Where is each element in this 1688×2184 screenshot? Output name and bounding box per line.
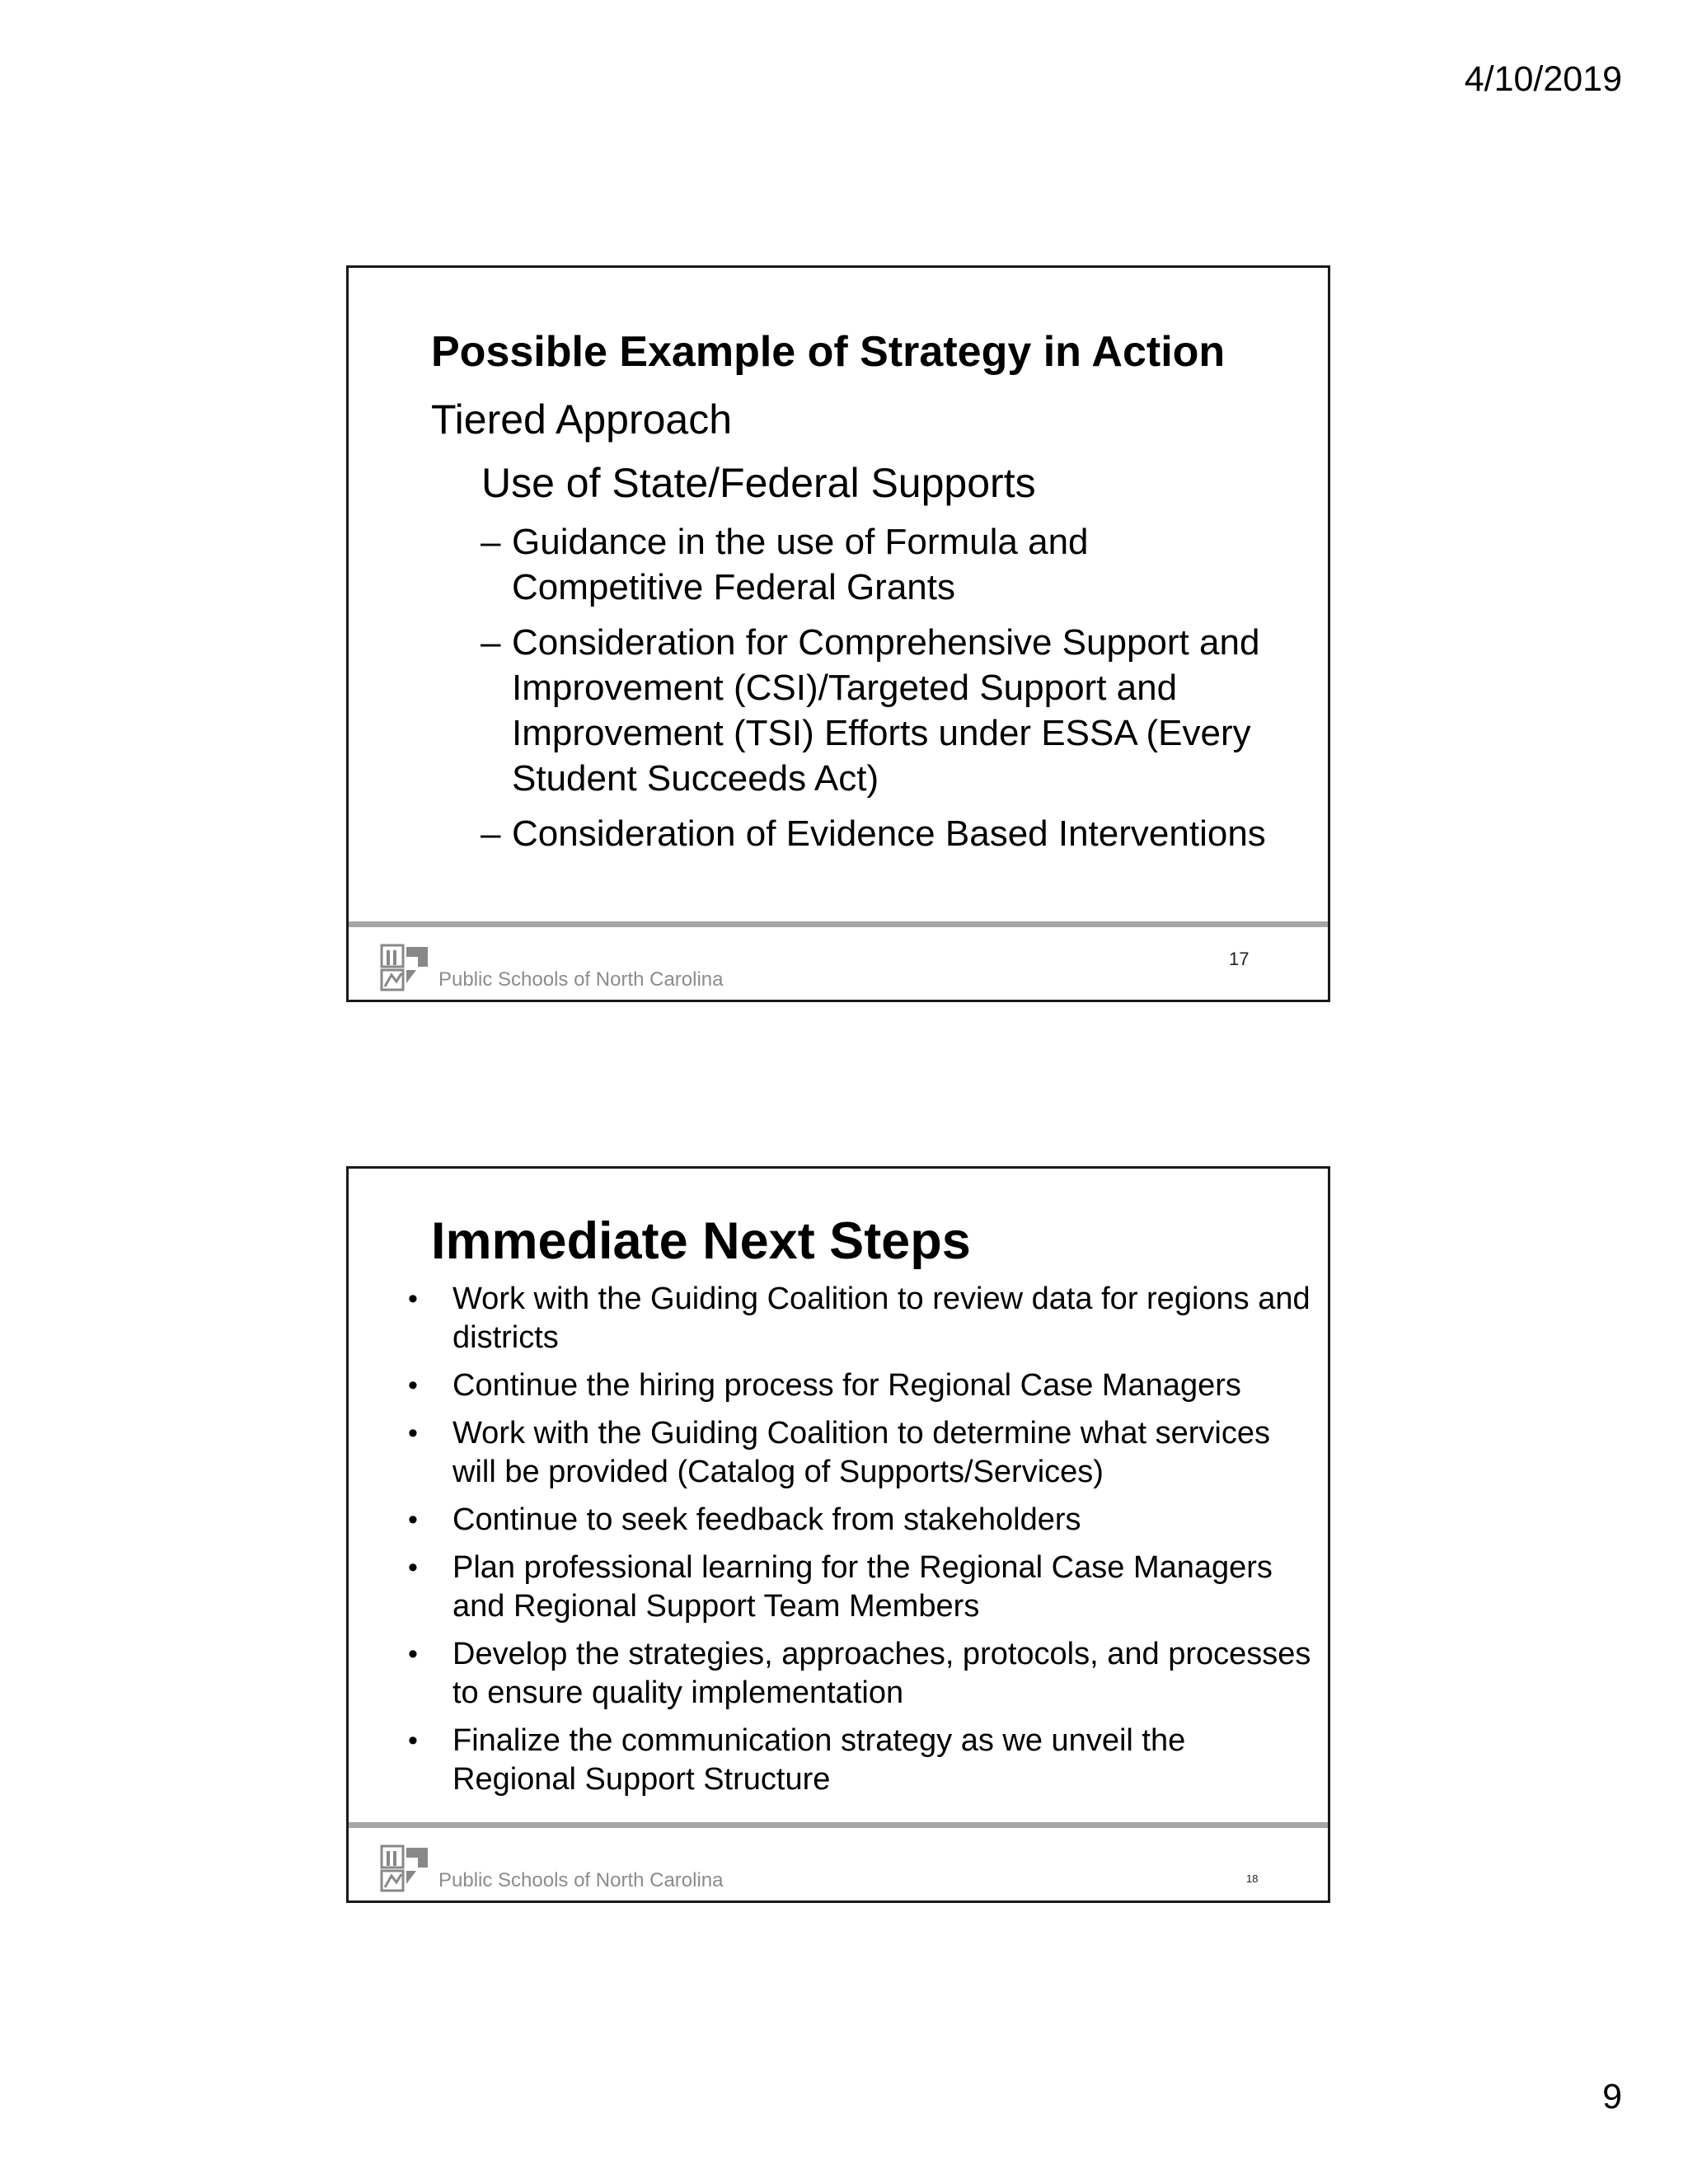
slide-17 [346,265,1330,1002]
list-item [408,1366,1315,1405]
slide-number: 17 [1229,949,1250,969]
list-item-text: Finalize the communication strategy as we unveil the Regional Support Structure [452,1723,1186,1797]
list-item-text: Continue to seek feedback from stakeholders [452,1502,1081,1537]
list-item-text: Work with the Guiding Coalition to determine what services will be provided (Catalog of Supports/Services) [452,1416,1270,1489]
dash-marker: – [481,622,501,663]
page-date: 4/10/2019 [1464,59,1622,99]
bullet-list [481,519,1272,866]
slide-title: Immediate Next Steps [431,1212,971,1270]
list-item [408,1635,1315,1713]
slide-footer [349,927,1328,1000]
list-item-text: Work with the Guiding Coalition to review data for regions and districts [452,1282,1311,1355]
slide-subheading: Use of State/Federal Supports [481,460,1036,506]
dash-marker: – [481,813,501,854]
footer-org-name: Public Schools of North Carolina [438,1869,724,1891]
slide-footer [349,1828,1328,1900]
list-item-text: Develop the strategies, approaches, protocols, and processes to ensure quality implementation [452,1637,1311,1710]
bullet-marker: • [408,1725,418,1756]
bullet-list [408,1280,1315,1808]
list-item [481,519,1272,610]
list-item-text: Guidance in the use of Formula and Competitive Federal Grants [512,522,1089,607]
slide-subtitle: Tiered Approach [431,396,733,443]
slide-body [349,268,1328,926]
slide-title: Possible Example of Strategy in Action [431,328,1226,376]
bullet-marker: • [408,1552,418,1583]
slide-number: 18 [1246,1872,1259,1885]
list-item [408,1722,1315,1799]
slide-18 [346,1166,1330,1903]
list-item [481,811,1272,856]
bullet-marker: • [408,1370,418,1401]
list-item-text: Continue the hiring process for Regional Case Managers [452,1368,1241,1403]
dash-marker: – [481,522,501,562]
list-item [408,1501,1315,1540]
slide-body [349,1169,1328,1826]
list-item-text: Consideration of Evidence Based Interventions [512,813,1266,854]
nc-dpi-logo-icon [380,1844,429,1892]
list-item [408,1549,1315,1626]
bullet-marker: • [408,1283,418,1315]
list-item [408,1414,1315,1492]
list-item-text: Consideration for Comprehensive Support and Improvement (CSI)/Targeted Support and Improvement (TSI) Efforts under ESSA (Every Student Succeeds Act) [512,622,1260,799]
list-item-text: Plan professional learning for the Regional Case Managers and Regional Support Team Members [452,1550,1273,1624]
bullet-marker: • [408,1418,418,1449]
bullet-marker: • [408,1504,418,1535]
list-item [408,1280,1315,1357]
bullet-marker: • [408,1638,418,1670]
list-item [481,620,1272,801]
footer-divider [349,921,1328,927]
nc-dpi-logo-icon [380,944,429,991]
footer-org-name: Public Schools of North Carolina [438,968,724,991]
footer-divider [349,1822,1328,1828]
page-number: 9 [1602,2077,1622,2116]
